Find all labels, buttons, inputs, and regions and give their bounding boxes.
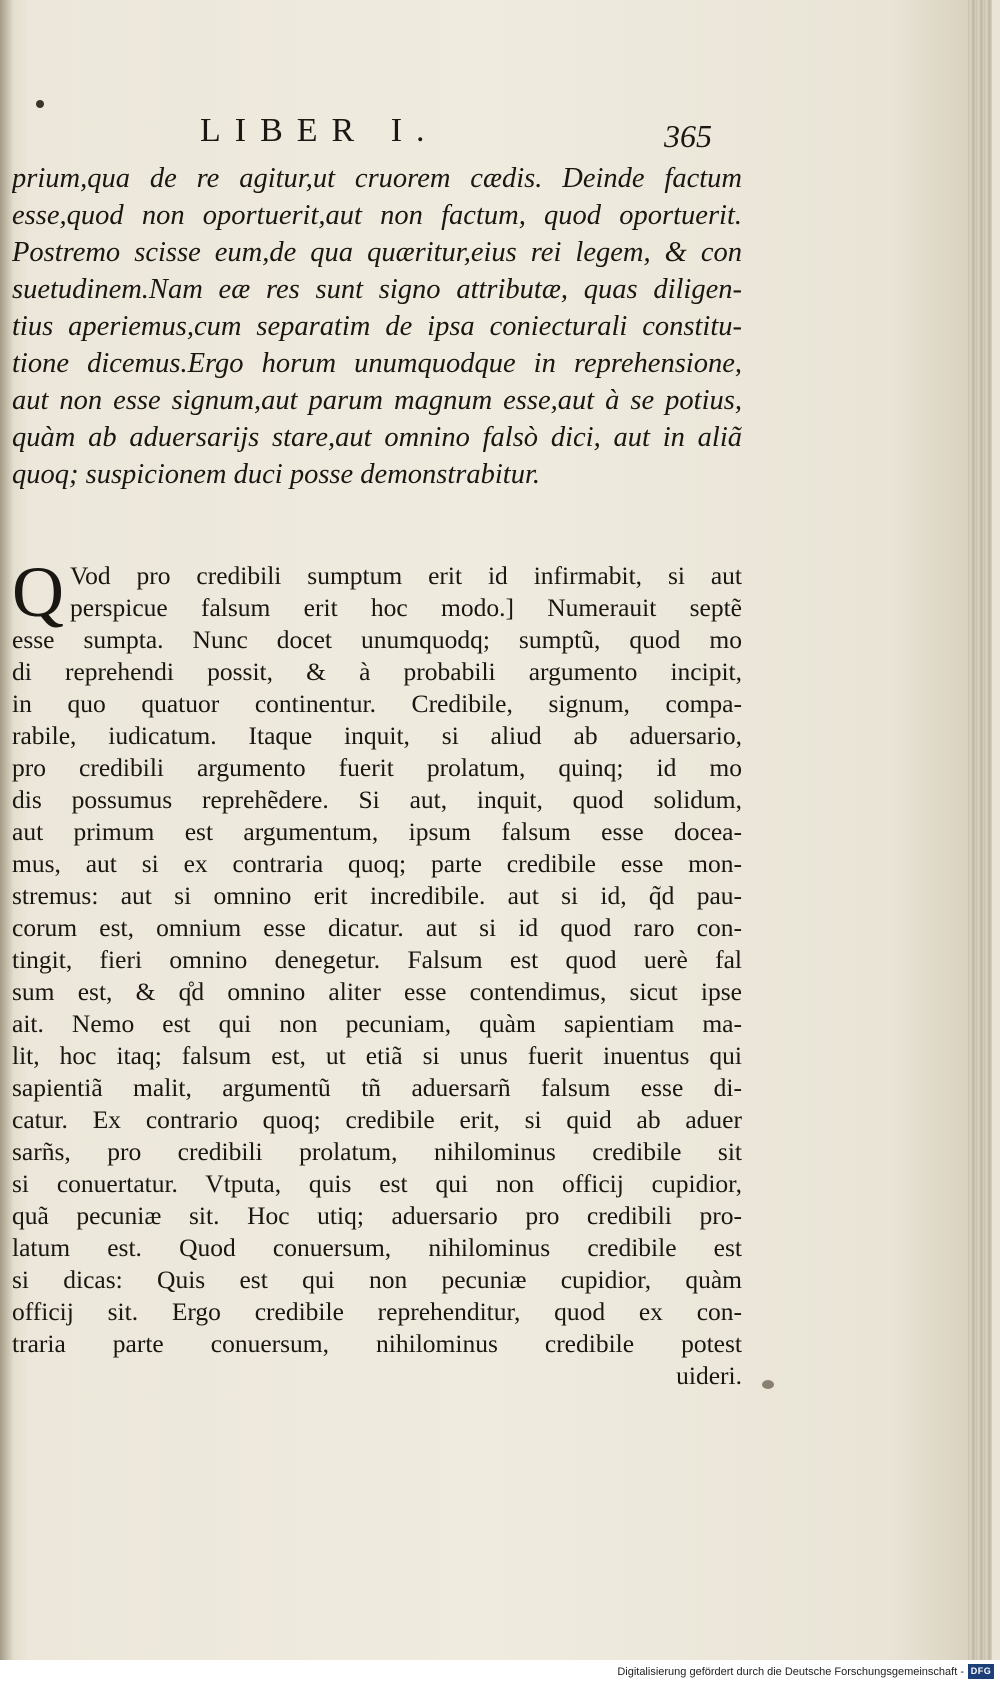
text-line: corum est, omnium esse dicatur. aut si id quod raro con- xyxy=(12,913,742,942)
text-line: aut primum est argumentum, ipsum falsum esse doceа- xyxy=(12,817,742,846)
text-line: esse sumpta. Nunc docet unumquodq; sumptũ, quod mo xyxy=(12,625,742,654)
text-line: dis possumus reprehẽdere. Si aut, inquit, quod solidum, xyxy=(12,785,742,814)
text-line: rabile, iudicatum. Itaque inquit, si aliud ab aduersario, xyxy=(12,721,742,750)
text-line: sapientiã malit, argumentũ tñ aduersarñ falsum esse di- xyxy=(12,1073,742,1102)
text-line: suetudinem.Nam eæ res sunt signo attributæ, quas diligen- xyxy=(12,274,742,305)
drop-cap: Q xyxy=(12,552,64,632)
text-line: Postremo scisse eum,de qua quæritur,eius rei legem, & con xyxy=(12,237,742,268)
dfg-logo: DFG xyxy=(968,1664,994,1679)
text-line: pro credibili argumento fuerit prolatum, quinq; id mo xyxy=(12,753,742,782)
text-line: quoq; suspicionem duci posse demonstrabitur. xyxy=(12,459,541,490)
text-line: sum est, & q̊d omnino aliter esse contendimus, sicut ipse xyxy=(12,977,742,1006)
text-line: traria parte conuersum, nihilominus credibile potest xyxy=(12,1329,742,1358)
text-line: lit, hoc itaq; falsum est, ut etiã si unus fuerit inuentus qui xyxy=(12,1041,742,1070)
text-line: quã pecuniæ sit. Hoc utiq; aduersario pro credibili pro- xyxy=(12,1201,742,1230)
text-line: latum est. Quod conuersum, nihilominus credibile est xyxy=(12,1233,742,1262)
text-line: tione dicemus.Ergo horum unumquodque in reprehensione, xyxy=(12,348,742,379)
text-line: tingit, fieri omnino denegetur. Falsum est quod uerè fal xyxy=(12,945,742,974)
text-line: perspicue falsum erit hoc modo.] Numerauit septẽ xyxy=(70,593,742,622)
text-line: sarñs, pro credibili prolatum, nihilominus credibile sit xyxy=(12,1137,742,1166)
text-line: prium,qua de re agitur,ut cruorem cædis. Deinde factum xyxy=(12,163,742,194)
running-head-title: LIBER I. xyxy=(200,112,439,149)
final-word: uideri. xyxy=(676,1361,742,1390)
text-line: esse,quod non oportuerit,aut non factum, quod oportuerit. xyxy=(12,200,742,231)
text-line: stremus: aut si omnino erit incredibile. aut si id, q̃d pau- xyxy=(12,881,742,910)
text-line: catur. Ex contrario quoq; credibile erit, si quid ab aduer xyxy=(12,1105,742,1134)
digitization-credit: Digitalisierung gefördert durch die Deutsche Forschungsgemeinschaft - xyxy=(617,1666,964,1678)
text-line: aut non esse signum,aut parum magnum esse,aut à se potius, xyxy=(12,385,742,416)
text-line: di reprehendi possit, & à probabili argumento incipit, xyxy=(12,657,742,686)
text-line: officij sit. Ergo credibile reprehenditur, quod ex con- xyxy=(12,1297,742,1326)
roman-paragraph xyxy=(12,552,742,1392)
italic-paragraph xyxy=(12,160,742,493)
text-line: ait. Nemo est qui non pecuniam, quàm sapientiam ma- xyxy=(12,1009,742,1038)
page-number: 365 xyxy=(664,118,712,154)
text-line: quàm ab aduersarijs stare,aut omnino falsò dici, aut in aliã xyxy=(12,422,742,453)
text-line: si conuertatur. Vtputa, quis est qui non officij cupidior, xyxy=(12,1169,742,1198)
text-line: mus, aut si ex contraria quoq; parte credibile esse mon- xyxy=(12,849,742,878)
text-line: si dicas: Quis est qui non pecuniæ cupidior, quàm xyxy=(12,1265,742,1294)
text-line: tius aperiemus,cum separatim de ipsa coniecturali constitu- xyxy=(12,311,742,342)
page-edges xyxy=(968,0,992,1660)
paper-stain xyxy=(762,1380,774,1389)
text-line: in quo quatuor continentur. Credibile, signum, compa- xyxy=(12,689,742,718)
ink-mark xyxy=(36,100,44,108)
text-line: Vod pro credibili sumptum erit id infirmabit, si aut xyxy=(70,561,742,590)
